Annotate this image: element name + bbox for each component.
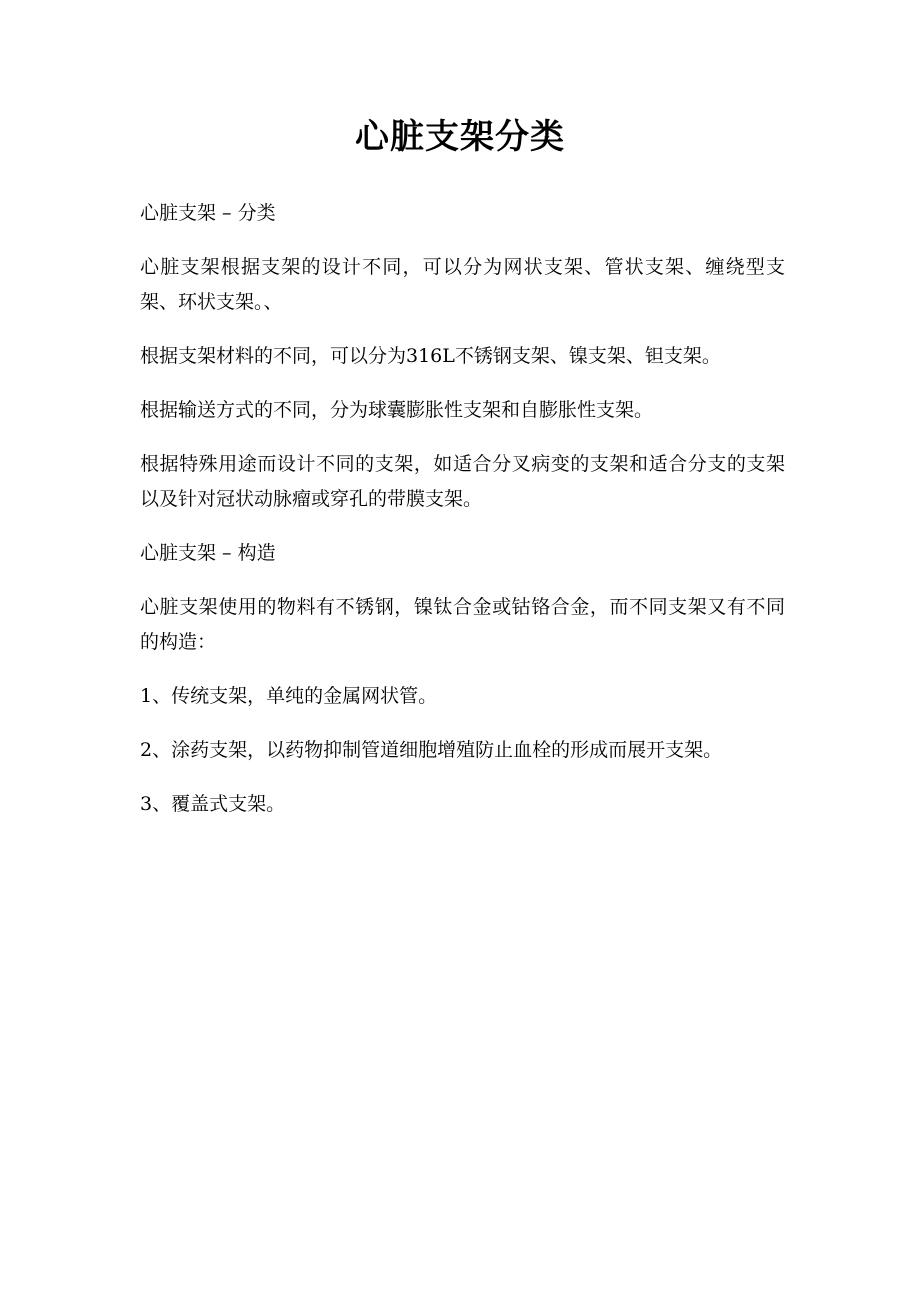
section-heading-classification: 心脏支架 – 分类 [140,202,276,224]
list-item-covered-stent: 3、覆盖式支架。 [140,793,286,815]
paragraph-delivery-types: 根据输送方式的不同，分为球囊膨胀性支架和自膨胀性支架。 [140,399,654,421]
list-item-drug-eluting-stent: 2、涂药支架，以药物抑制管道细胞增殖防止血栓的形成而展开支架。 [140,739,723,761]
document-body [140,196,785,841]
page-title: 心脏支架分类 [355,117,565,157]
paragraph-design-types: 心脏支架根据支架的设计不同，可以分为网状支架、管状支架、缠绕型支架、环状支架。、 [140,256,785,313]
section-heading-construction: 心脏支架 – 构造 [140,542,276,564]
list-item-traditional-stent: 1、传统支架，单纯的金属网状管。 [140,685,438,707]
paragraph-material-types: 根据支架材料的不同，可以分为316L不锈钢支架、镍支架、钽支架。 [140,345,721,367]
paragraph-materials: 心脏支架使用的物料有不锈钢，镍钛合金或钴铬合金，而不同支架又有不同的构造： [140,596,785,653]
paragraph-special-purpose: 根据特殊用途而设计不同的支架，如适合分叉病变的支架和适合分支的支架以及针对冠状动脉瘤或穿孔的带膜支架。 [140,453,785,510]
